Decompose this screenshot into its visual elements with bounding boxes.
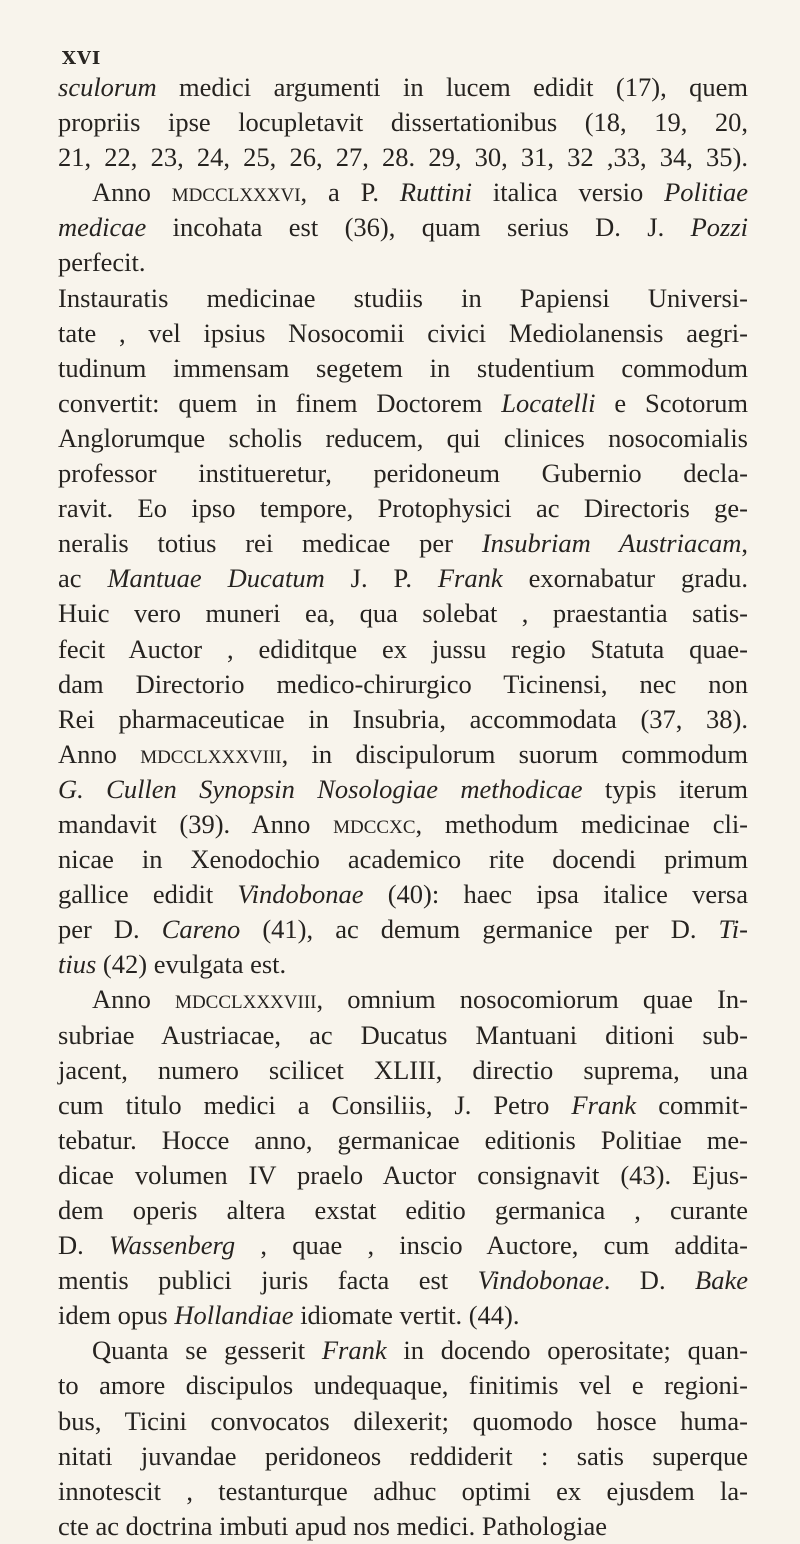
text-line: nicae in Xenodochio academico rite docendi primum (58, 844, 748, 875)
text-line: tudinum immensam segetem in studentium commodum (58, 352, 748, 383)
text-line: cte ac doctrina imbuti apud nos medici. Pathologiae (58, 1510, 607, 1541)
text-line: Anno mdcclxxxviii, omnium nosocomiorum quae In- (92, 984, 748, 1015)
text-line: jacent, numero scilicet XLIII, directio suprema, una (58, 1054, 748, 1085)
text-line: 21, 22, 23, 24, 25, 26, 27, 28. 29, 30, 31, 32 ,33, 34, 35). (58, 142, 748, 173)
text-line: ac Mantuae Ducatum J. P. Frank exornabatur gradu. (58, 563, 748, 594)
text-line: mentis publici juris facta est Vindobonae. D. Bake (58, 1265, 748, 1296)
text-line: Quanta se gesserit Frank in docendo operositate; quan- (92, 1335, 748, 1366)
text-line: dem operis altera exstat editio germanica , curante (58, 1195, 748, 1225)
text-line: propriis ipse locupletavit dissertationibus (18, 19, 20, (58, 107, 748, 138)
text-line: mandavit (39). Anno mdccxc, methodum medicinae cli- (58, 808, 749, 839)
text-line: dam Directorio medico-chirurgico Ticinensi, nec non (58, 668, 748, 699)
text-line: idem opus Hollandiae idiomate vertit. (44). (58, 1300, 520, 1331)
text-line: nitati juvandae peridoneos reddiderit : satis superque (58, 1440, 748, 1471)
text-line: Anno mdcclxxxvi, a P. Ruttini italica versio Politiae (92, 177, 749, 208)
text-line: tius (42) evulgata est. (58, 949, 287, 980)
text-line: per D. Careno (41), ac demum germanice per D. Ti- (58, 914, 748, 945)
text-line: Rei pharmaceuticae in Insubria, accommodata (37, 38). (58, 703, 748, 734)
text-line: Huic vero muneri ea, qua solebat , praestantia satis- (58, 598, 748, 629)
text-line: Anglorumque scholis reducem, qui clinices nosocomialis (58, 422, 748, 453)
text-line: G. Cullen Synopsin Nosologiae methodicae typis iterum (58, 773, 748, 804)
text-line: D. Wassenberg , quae , inscio Auctore, cum addita- (58, 1230, 748, 1261)
text-line: convertit: quem in finem Doctorem Locatelli e Scotorum (58, 387, 749, 418)
text-line: dicae volumen IV praelo Auctor consignavit (43). Ejus- (58, 1159, 748, 1190)
text-line: medicae incohata est (36), quam serius D. J. Pozzi (58, 212, 748, 243)
text-line: subriae Austriacae, ac Ducatus Mantuani ditioni sub- (58, 1019, 748, 1050)
text-line: tate , vel ipsius Nosocomii civici Mediolanensis aegri- (58, 317, 748, 348)
text-line: fecit Auctor , ediditque ex jussu regio Statuta quae- (58, 633, 748, 664)
text-line: professor institueretur, peridoneum Gubernio decla- (58, 458, 748, 489)
text-line: innotescit , testanturque adhuc optimi ex ejusdem la- (58, 1475, 748, 1506)
body-text (58, 70, 748, 1544)
text-line: tebatur. Hocce anno, germanicae editionis Politiae me- (58, 1124, 748, 1155)
text-line: to amore discipulos undequaque, finitimis vel e regioni- (58, 1370, 748, 1401)
text-line: ravit. Eo ipso tempore, Protophysici ac Directoris ge- (58, 493, 748, 524)
text-line: neralis totius rei medicae per Insubriam Austriacam, (58, 528, 748, 559)
text-line: perfecit. (58, 247, 146, 278)
page-number: XVI (62, 48, 102, 69)
text-line: cum titulo medici a Consiliis, J. Petro Frank commit- (58, 1089, 748, 1120)
text-line: gallice edidit Vindobonae (40): haec ipsa italice versa (58, 879, 748, 910)
text-line: Anno mdcclxxxviii, in discipulorum suorum commodum (58, 738, 748, 769)
text-line: sculorum medici argumenti in lucem edidit (17), quem (58, 72, 748, 102)
text-line: Instauratis medicinae studiis in Papiensi Universi- (58, 282, 748, 313)
text-line: bus, Ticini convocatos dilexerit; quomodo hosce huma- (58, 1405, 748, 1436)
